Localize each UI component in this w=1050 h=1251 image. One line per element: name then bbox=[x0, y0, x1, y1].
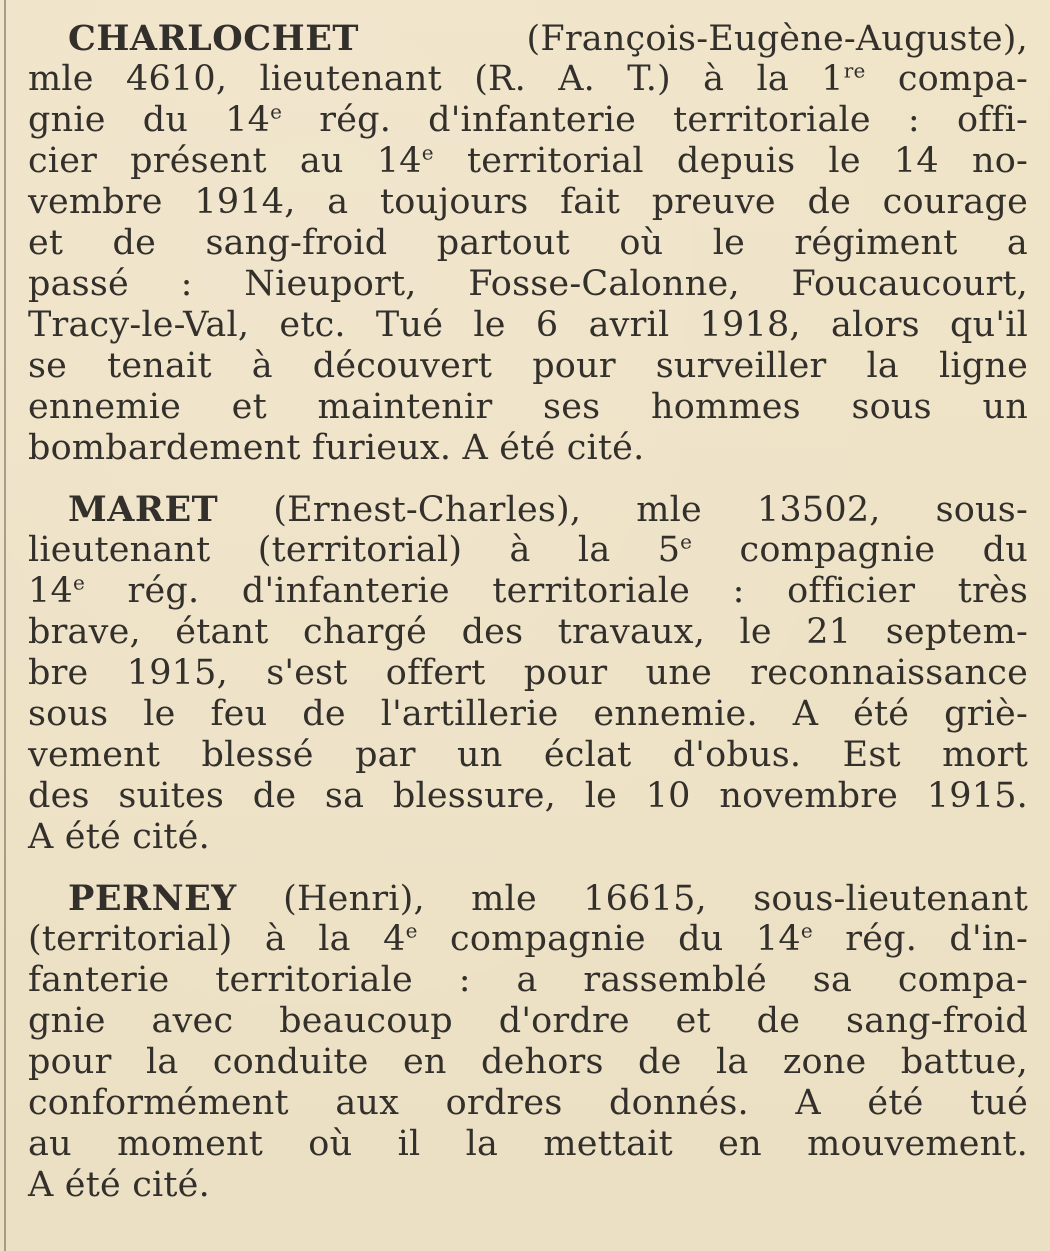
ordinal-suffix: e bbox=[270, 99, 283, 124]
officer-surname: MARET bbox=[68, 489, 219, 530]
text-line: sous le feu de l'artillerie ennemie. A été griè- bbox=[28, 694, 1028, 734]
text-line: et de sang-froid partout où le régiment a bbox=[28, 223, 1028, 263]
citation-charlochet bbox=[28, 18, 1028, 469]
text-line: A été cité. bbox=[28, 817, 210, 857]
text-line: se tenait à découvert pour surveiller la ligne bbox=[28, 346, 1028, 386]
officer-surname: CHARLOCHET bbox=[68, 18, 359, 59]
text-line: bombardement furieux. A été cité. bbox=[28, 428, 645, 468]
citations-article bbox=[28, 18, 1028, 1226]
text-line: A été cité. bbox=[28, 1165, 210, 1205]
text-line: (territorial) à la 4e compagnie du 14e rég. d'in- bbox=[28, 918, 1028, 959]
ordinal-suffix: e bbox=[421, 140, 434, 165]
text-line: vembre 1914, a toujours fait preuve de courage bbox=[28, 182, 1028, 222]
text-line: mle 4610, lieutenant (R. A. T.) à la 1re compa- bbox=[28, 58, 1028, 99]
citation-paragraph bbox=[28, 878, 1028, 1206]
text-line: ennemie et maintenir ses hommes sous un bbox=[28, 387, 1028, 427]
citation-paragraph bbox=[28, 18, 1028, 469]
text-line: PERNEY (Henri), mle 16615, sous-lieutenant bbox=[68, 878, 1028, 919]
ordinal-suffix: e bbox=[72, 570, 85, 595]
officer-surname: PERNEY bbox=[68, 878, 237, 919]
text-line: gnie avec beaucoup d'ordre et de sang-froid bbox=[28, 1001, 1028, 1041]
text-line: gnie du 14e rég. d'infanterie territoriale : offi- bbox=[28, 99, 1028, 140]
text-line: fanterie territoriale : a rassemblé sa compa- bbox=[28, 960, 1028, 1000]
ordinal-suffix: re bbox=[843, 58, 866, 83]
text-line: pour la conduite en dehors de la zone battue, bbox=[28, 1042, 1028, 1082]
citation-perney bbox=[28, 878, 1028, 1206]
text-line: au moment où il la mettait en mouvement. bbox=[28, 1124, 1028, 1164]
text-line: brave, étant chargé des travaux, le 21 septem- bbox=[28, 612, 1028, 652]
text-line: 14e rég. d'infanterie territoriale : officier très bbox=[28, 570, 1028, 611]
text-line: des suites de sa blessure, le 10 novembre 1915. bbox=[28, 776, 1028, 816]
column-rule bbox=[4, 0, 6, 1251]
text-line: lieutenant (territorial) à la 5e compagnie du bbox=[28, 529, 1028, 570]
ordinal-suffix: e bbox=[680, 529, 693, 554]
text-line: vement blessé par un éclat d'obus. Est mort bbox=[28, 735, 1028, 775]
text-line: CHARLOCHET (François-Eugène-Auguste), bbox=[68, 18, 1028, 59]
text-line: cier présent au 14e territorial depuis le 14 no- bbox=[28, 140, 1028, 181]
ordinal-suffix: e bbox=[405, 918, 418, 943]
text-line: Tracy-le-Val, etc. Tué le 6 avril 1918, alors qu'il bbox=[28, 305, 1028, 345]
text-line: MARET (Ernest-Charles), mle 13502, sous- bbox=[68, 489, 1028, 530]
citation-maret bbox=[28, 489, 1028, 858]
citation-paragraph bbox=[28, 489, 1028, 858]
text-line: passé : Nieuport, Fosse-Calonne, Foucaucourt, bbox=[28, 264, 1028, 304]
text-line: bre 1915, s'est offert pour une reconnaissance bbox=[28, 653, 1028, 693]
ordinal-suffix: e bbox=[800, 918, 813, 943]
text-line: conformément aux ordres donnés. A été tué bbox=[28, 1083, 1028, 1123]
